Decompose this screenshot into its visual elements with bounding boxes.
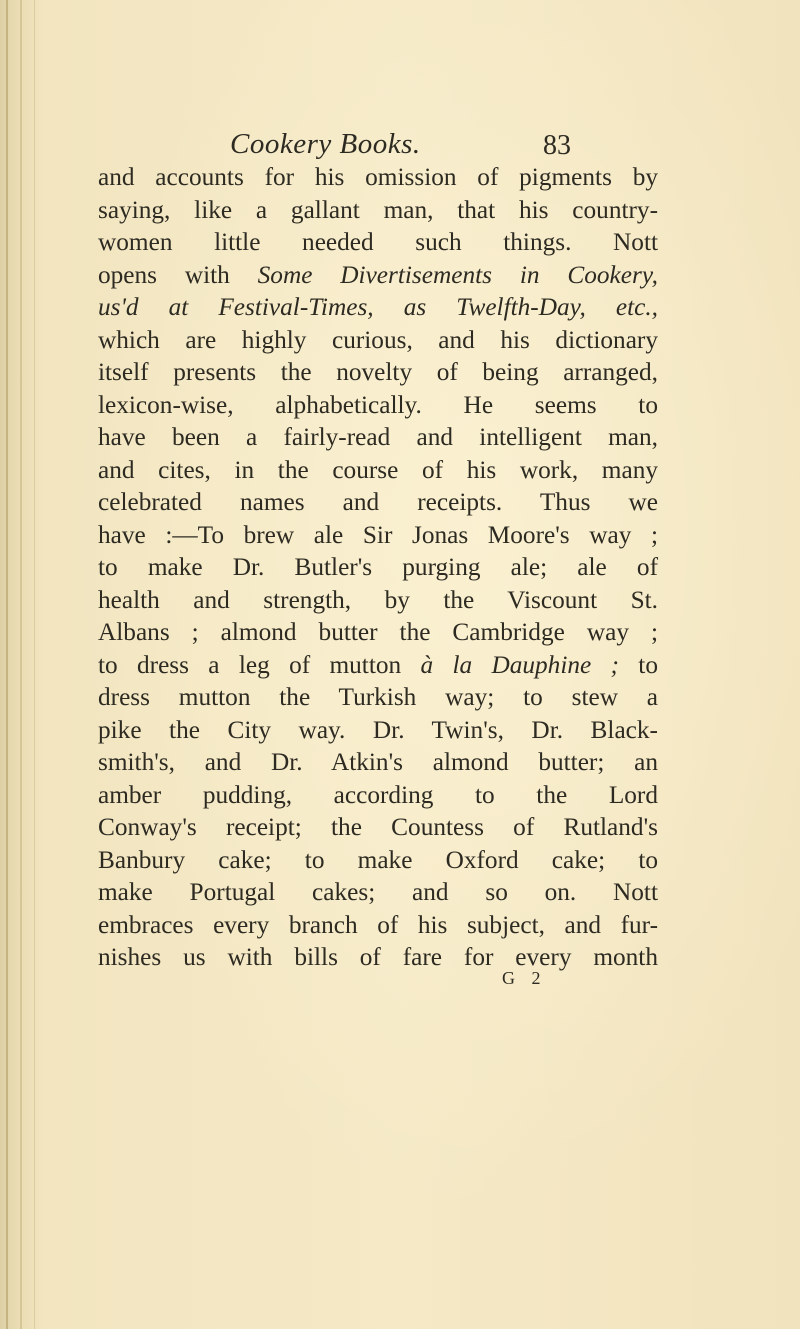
- running-title: Cookery Books.: [230, 128, 421, 160]
- text-run: celebrated names and receipts. Thus we: [98, 488, 658, 516]
- text-run: make Portugal cakes; and so on. Nott: [98, 878, 658, 906]
- text-line: [98, 389, 658, 422]
- text-line: [98, 714, 658, 747]
- text-run: pike the City way. Dr. Twin's, Dr. Black-: [98, 715, 658, 744]
- text-line: [98, 454, 658, 487]
- text-run: embraces every branch of his subject, and fur-: [98, 910, 658, 939]
- italic-text-run: etc.,: [615, 293, 658, 321]
- text-run: [374, 293, 404, 321]
- text-run: [586, 293, 616, 321]
- italic-text-run: à la Dauphine ;: [420, 650, 619, 679]
- signature-mark: G 2: [502, 968, 547, 988]
- text-run: saying, like a gallant man, that his country-: [98, 195, 658, 224]
- text-line: [98, 356, 658, 389]
- text-line: [98, 291, 658, 324]
- gutter-edge-line: [6, 0, 8, 1329]
- text-line: [98, 259, 658, 292]
- text-run: Albans ; almond butter the Cambridge way ;: [98, 618, 658, 646]
- text-run: and cites, in the course of his work, many: [98, 455, 658, 484]
- text-line: [98, 941, 658, 974]
- text-line: [98, 194, 658, 227]
- text-run: Banbury cake; to make Oxford cake; to: [98, 845, 658, 874]
- gutter-edge-line: [34, 0, 35, 1329]
- text-run: opens with: [98, 260, 258, 289]
- text-run: women little needed such things. Nott: [98, 228, 658, 256]
- text-line: [98, 779, 658, 812]
- text-line: [98, 746, 658, 779]
- text-run: to dress a leg of mutton: [98, 650, 421, 679]
- text-line: [98, 161, 658, 194]
- text-run: to: [618, 650, 658, 679]
- italic-text-run: us'd at Festival-Times,: [98, 293, 374, 321]
- text-line: [98, 844, 658, 877]
- text-run: amber pudding, according to the Lord: [98, 780, 658, 809]
- italic-text-run: as: [403, 293, 427, 321]
- text-line: [98, 909, 658, 942]
- text-run: and accounts for his omission of pigments by: [98, 163, 658, 191]
- text-run: dress mutton the Turkish way; to stew a: [98, 683, 658, 711]
- text-line: [98, 519, 658, 552]
- text-line: [98, 649, 658, 682]
- text-line: [98, 551, 658, 584]
- text-line: [98, 681, 658, 714]
- text-run: lexicon-wise, alphabetically. He seems to: [98, 390, 658, 419]
- italic-text-run: Some Divertisements in Cookery,: [257, 260, 658, 289]
- text-run: itself presents the novelty of being arranged,: [98, 358, 658, 386]
- text-run: smith's, and Dr. Atkin's almond butter; an: [98, 748, 658, 776]
- text-line: [98, 811, 658, 844]
- text-run: have been a fairly-read and intelligent man,: [98, 423, 658, 451]
- text-run: to make Dr. Butler's purging ale; ale of: [98, 553, 658, 581]
- text-run: nishes us with bills of fare for every month: [98, 943, 658, 971]
- text-run: which are highly curious, and his dictionary: [98, 325, 658, 354]
- gutter-edge-line: [20, 0, 22, 1329]
- text-line: [98, 226, 658, 259]
- body-text: [98, 161, 658, 974]
- binding-gutter: [0, 0, 44, 1329]
- text-run: [426, 293, 456, 321]
- page-number: 83: [543, 130, 571, 161]
- text-line: [98, 876, 658, 909]
- text-run: have :—To brew ale Sir Jonas Moore's way ;: [98, 520, 658, 549]
- text-line: [98, 584, 658, 617]
- text-run: health and strength, by the Viscount St.: [98, 585, 658, 614]
- text-line: [98, 486, 658, 519]
- text-run: Conway's receipt; the Countess of Rutland's: [98, 813, 658, 841]
- text-line: [98, 616, 658, 649]
- text-line: [98, 421, 658, 454]
- text-line: [98, 324, 658, 357]
- italic-text-run: Twelfth-Day,: [456, 293, 586, 321]
